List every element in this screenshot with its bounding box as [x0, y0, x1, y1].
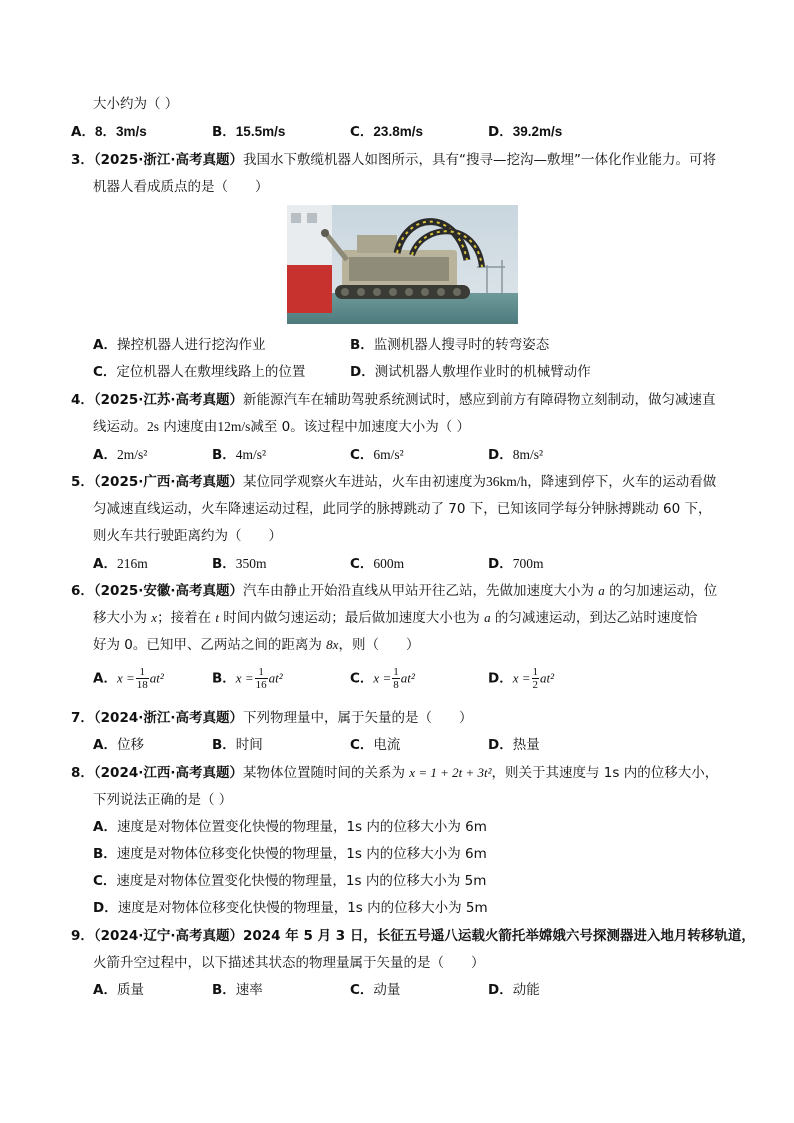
fraction: $\frac{1}{2}$ [532, 666, 539, 691]
q6-stem-line3: 好为 0。已知甲、乙两站之间的距离为 8x，则（ ） [93, 637, 420, 653]
q8-stem-line1: 8．（2024·江西·高考真题）某物体位置随时间的关系为 x = 1 + 2t + 3t²，则关于其速度与 1s 内的位移大小， [71, 765, 719, 781]
prev-option-d: D．39.2m/s [488, 124, 563, 140]
q5-option-c: C．600m [350, 556, 405, 572]
q8-option-c: C．速度是对物体位置变化快慢的物理量，1s 内的位移大小为 5m [93, 873, 487, 889]
q6-option-c: C．x = $\frac{1}{8}$ at² [350, 666, 415, 691]
q3-option-d: D．测试机器人敷埋作业时的机械臂动作 [350, 364, 591, 380]
q9-option-a: A．质量 [93, 982, 144, 998]
q6-option-d: D．x = $\frac{1}{2}$ at² [488, 666, 555, 691]
q3-stem-line1: 3．（2025·浙江·高考真题）我国水下敷缆机器人如图所示，具有“搜寻—挖沟—敷埋”一体化作业能力。可将 [71, 152, 716, 168]
q3-option-b: B．监测机器人搜寻时的转弯姿态 [350, 337, 550, 353]
q3-stem-line2: 机器人看成质点的是（ ） [93, 179, 269, 195]
q4-option-a: A．2m/s² [93, 447, 148, 463]
prev-option-c: C．23.8m/s [350, 124, 423, 140]
q7-option-a: A．位移 [93, 737, 144, 753]
q8-stem-line2: 下列说法正确的是（ ） [93, 792, 233, 808]
q6-stem-line1: 6．（2025·安徽·高考真题）汽车由静止开始沿直线从甲站开往乙站，先做加速度大小为 a 的匀加速运动，位 [71, 583, 718, 599]
q8-option-a: A．速度是对物体位置变化快慢的物理量，1s 内的位移大小为 6m [93, 819, 487, 835]
q9-option-b: B．速率 [212, 982, 263, 998]
q9-option-d: D．动能 [488, 982, 540, 998]
q9-stem-line2: 火箭升空过程中，以下描述其状态的物理量属于矢量的是（ ） [93, 955, 485, 971]
q7-option-d: D．热量 [488, 737, 540, 753]
q5-stem-line2: 匀减速直线运动，火车降速运动过程，此同学的脉搏跳动了 70 下，已知该同学每分钟脉搏跳动 60 下， [93, 501, 712, 517]
q7-option-b: B．时间 [212, 737, 263, 753]
fraction: $\frac{1}{16}$ [255, 666, 267, 691]
q5-option-b: B．350m [212, 556, 267, 572]
q5-stem-line3: 则火车共行驶距离约为（ ） [93, 528, 282, 544]
q6-option-a: A．x = $\frac{1}{18}$ at² [93, 666, 164, 691]
q6-option-b: B．x = $\frac{1}{16}$ at² [212, 666, 283, 691]
prev-question-tail: 大小约为（ ） [93, 96, 179, 112]
q8-option-d: D．速度是对物体位移变化快慢的物理量，1s 内的位移大小为 5m [93, 900, 488, 916]
q6-stem-line2: 移大小为 x；接着在 t 时间内做匀速运动；最后做加速度大小也为 a 的匀减速运动，到达乙站时速度恰 [93, 610, 698, 626]
underwater-cable-robot-photo [287, 205, 518, 324]
q9-stem-line1: 9．（2024·辽宁·高考真题）2024 年 5 月 3 日，长征五号遥八运载火箭托举嫦娥六号探测器进入地月转移轨道， [71, 928, 755, 944]
prev-option-b: B．15.5m/s [212, 124, 286, 140]
prev-option-a: A．8．3m/s [71, 124, 147, 140]
q3-option-a: A．操控机器人进行挖沟作业 [93, 337, 266, 353]
q4-option-d: D．8m/s² [488, 447, 544, 463]
q7-stem-line1: 7．（2024·浙江·高考真题）下列物理量中，属于矢量的是（ ） [71, 710, 473, 726]
fraction: $\frac{1}{18}$ [136, 666, 148, 691]
q5-option-d: D．700m [488, 556, 544, 572]
q4-stem-line1: 4．（2025·江苏·高考真题）新能源汽车在辅助驾驶系统测试时，感应到前方有障碍物立刻制动，做匀减速直 [71, 392, 716, 408]
q8-option-b: B．速度是对物体位移变化快慢的物理量，1s 内的位移大小为 6m [93, 846, 487, 862]
q5-stem-line1: 5．（2025·广西·高考真题）某位同学观察火车进站，火车由初速度为36km/h，降速到停下，火车的运动看做 [71, 474, 717, 490]
q4-stem-line2: 线运动。2s 内速度由12m/s减至 0。该过程中加速度大小为（ ） [93, 419, 470, 435]
q3-option-c: C．定位机器人在敷埋线路上的位置 [93, 364, 306, 380]
q7-option-c: C．电流 [350, 737, 401, 753]
q5-option-a: A．216m [93, 556, 148, 572]
q4-option-c: C．6m/s² [350, 447, 404, 463]
fraction: $\frac{1}{8}$ [393, 666, 399, 691]
q9-option-c: C．动量 [350, 982, 401, 998]
q4-option-b: B．4m/s² [212, 447, 267, 463]
